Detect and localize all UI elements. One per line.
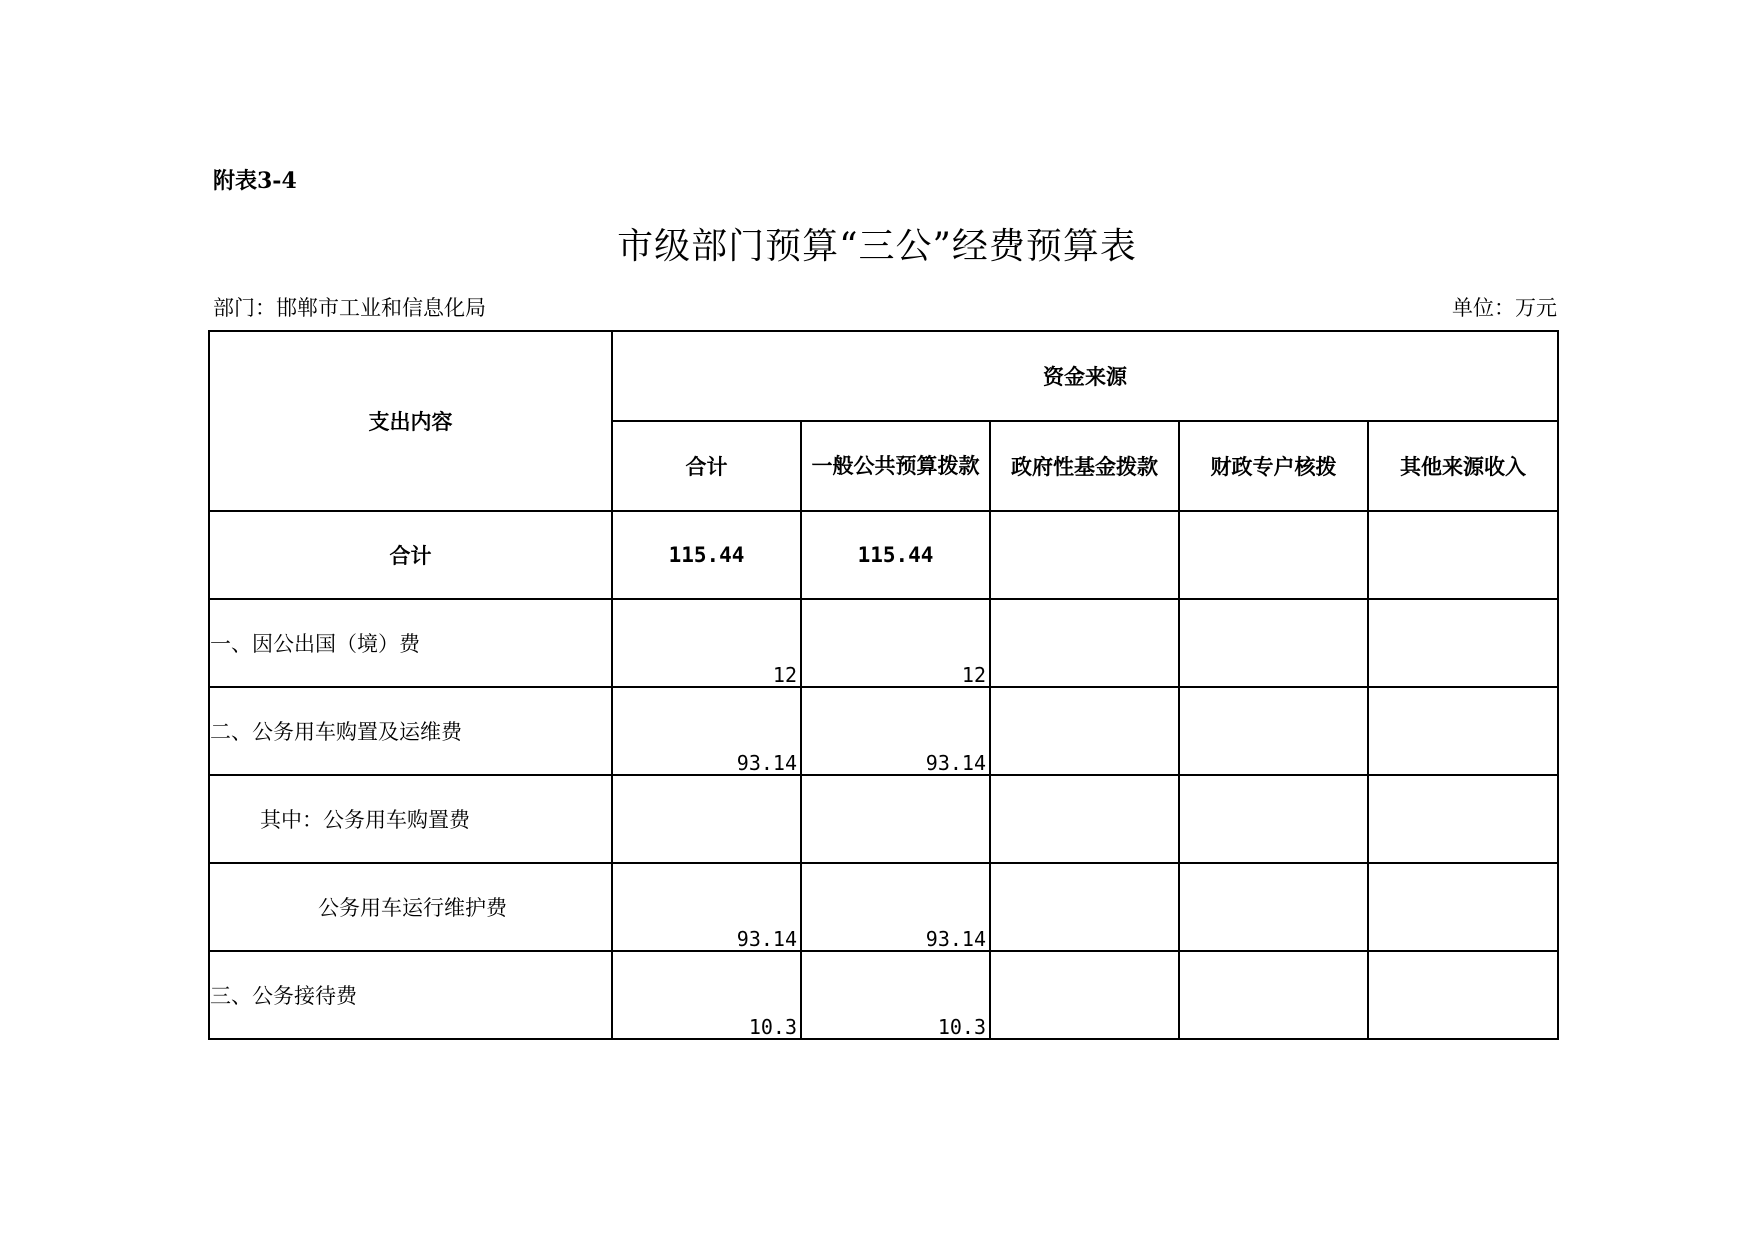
row-value: 93.14	[801, 863, 990, 951]
row-value	[990, 951, 1179, 1039]
unit-label: 单位：万元	[1452, 296, 1557, 320]
table-row	[209, 863, 1558, 951]
header-source-group: 资金来源	[612, 331, 1558, 421]
row-value: 93.14	[612, 687, 801, 775]
row-value	[1368, 775, 1558, 863]
row-value	[990, 863, 1179, 951]
row-value	[990, 687, 1179, 775]
header-col-gov-fund: 政府性基金拨款	[990, 421, 1179, 511]
row-value	[1179, 863, 1368, 951]
row-value	[1368, 951, 1558, 1039]
row-label: 一、因公出国（境）费	[209, 599, 612, 687]
header-col-fiscal-account: 财政专户核拨	[1179, 421, 1368, 511]
total-row-value: 115.44	[801, 511, 990, 599]
header-row-1	[209, 331, 1558, 421]
row-value	[1179, 687, 1368, 775]
row-value: 93.14	[612, 863, 801, 951]
row-value	[1179, 951, 1368, 1039]
row-label: 二、公务用车购置及运维费	[209, 687, 612, 775]
row-value	[1368, 687, 1558, 775]
attachment-label: 附表3-4	[213, 168, 297, 194]
row-value: 12	[612, 599, 801, 687]
row-value	[1179, 775, 1368, 863]
total-row-value	[1179, 511, 1368, 599]
header-content-col: 支出内容	[209, 331, 612, 511]
row-value	[1368, 599, 1558, 687]
header-col-other-income: 其他来源收入	[1368, 421, 1558, 511]
total-row-value	[1368, 511, 1558, 599]
row-label: 公务用车运行维护费	[209, 863, 612, 951]
row-label: 其中：公务用车购置费	[209, 775, 612, 863]
table-row	[209, 687, 1558, 775]
table-row	[209, 951, 1558, 1039]
table-row	[209, 599, 1558, 687]
row-label: 三、公务接待费	[209, 951, 612, 1039]
row-value	[1179, 599, 1368, 687]
row-value	[990, 775, 1179, 863]
row-value: 93.14	[801, 687, 990, 775]
header-col-total: 合计	[612, 421, 801, 511]
total-row-label: 合计	[209, 511, 612, 599]
row-value	[1368, 863, 1558, 951]
total-row	[209, 511, 1558, 599]
page-title: 市级部门预算“三公”经费预算表	[617, 226, 1137, 267]
row-value	[990, 599, 1179, 687]
row-value: 10.3	[612, 951, 801, 1039]
header-col-general-budget: 一般公共预算拨款	[801, 421, 990, 511]
row-value: 10.3	[801, 951, 990, 1039]
row-value	[801, 775, 990, 863]
row-value: 12	[801, 599, 990, 687]
department-label: 部门：邯郸市工业和信息化局	[213, 296, 486, 320]
budget-table	[208, 330, 1559, 1040]
total-row-value	[990, 511, 1179, 599]
table-row	[209, 775, 1558, 863]
row-value	[612, 775, 801, 863]
total-row-value: 115.44	[612, 511, 801, 599]
